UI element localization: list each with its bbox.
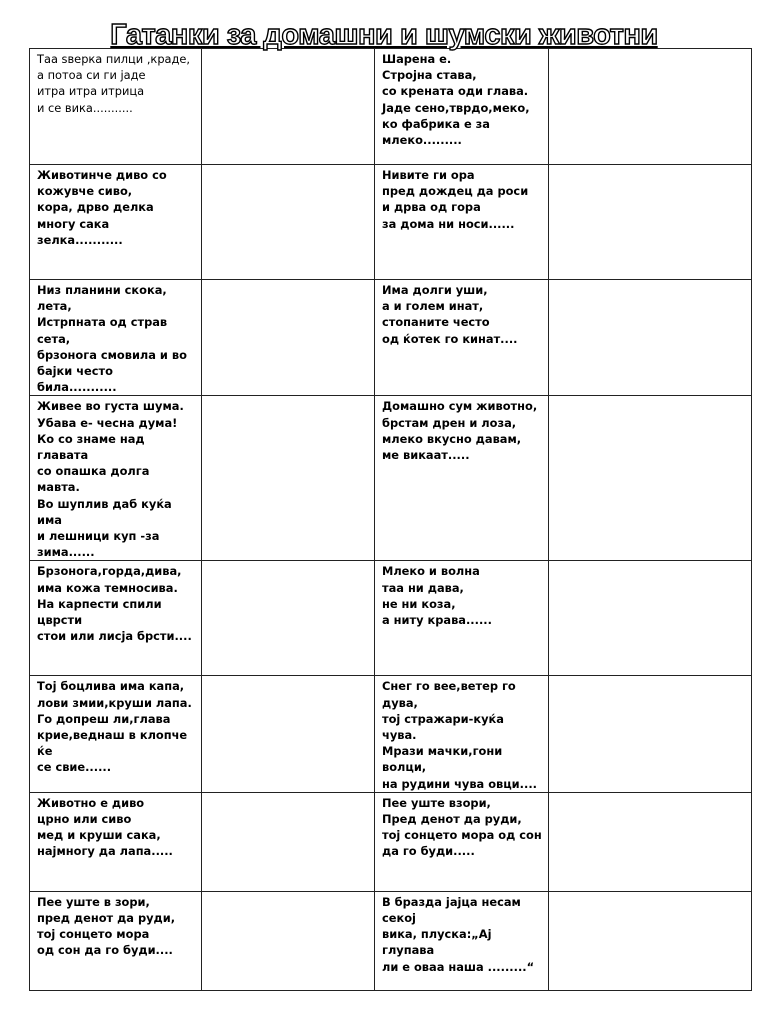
riddle-cell-right: Пее уште взори, Пред денот да руди, тој сонцето мора од сон да го буди.....	[375, 792, 549, 891]
riddle-cell-left: Животинче диво со кожувче сиво, кора, дрво делка многу сака зелка...........	[30, 165, 202, 280]
answer-cell-right[interactable]	[549, 676, 752, 792]
riddle-cell-right: Млеко и волна таа ни дава, не ни коза, а ниту крава......	[375, 561, 549, 676]
table-row	[30, 561, 752, 676]
answer-cell-left[interactable]	[202, 49, 375, 165]
riddle-cell-left: Брзонога,горда,дива, има кожа темносива. На карпести спили цврсти стои или лисја брсти....	[30, 561, 202, 676]
page-title: Гатанки за домашни и шумски животни	[110, 19, 658, 51]
answer-cell-left[interactable]	[202, 280, 375, 396]
answer-cell-left[interactable]	[202, 891, 375, 990]
answer-cell-right[interactable]	[549, 891, 752, 990]
answer-cell-left[interactable]	[202, 396, 375, 561]
answer-cell-right[interactable]	[549, 165, 752, 280]
answer-cell-right[interactable]	[549, 792, 752, 891]
answer-cell-right[interactable]	[549, 561, 752, 676]
riddle-cell-right: Нивите ги ора пред дождец да роси и дрва од гора за дома ни носи......	[375, 165, 549, 280]
riddle-cell-right: Домашно сум животно, брстам дрен и лоза, млеко вкусно давам, ме викаат.....	[375, 396, 549, 561]
answer-cell-left[interactable]	[202, 165, 375, 280]
riddle-cell-right: Има долги уши, а и голем инат, стопаните често од ќотек го кинат....	[375, 280, 549, 396]
table-row	[30, 280, 752, 396]
table-row	[30, 165, 752, 280]
answer-cell-left[interactable]	[202, 676, 375, 792]
table-row	[30, 396, 752, 561]
answer-cell-right[interactable]	[549, 280, 752, 396]
answer-cell-right[interactable]	[549, 49, 752, 165]
riddle-table	[29, 48, 752, 991]
riddle-cell-right: В бразда јајца несам секој вика, плуска:„Ај глупава ли е оваа наша .........“	[375, 891, 549, 990]
riddle-cell-right: Снег го вее,ветер го дува, тој стражари-куќа чува. Мрази мачки,гони волци, на рудини чува овци....	[375, 676, 549, 792]
table-row	[30, 891, 752, 990]
riddle-cell-right: Шарена е. Стројна става, со крената оди глава. Јаде сено,тврдо,меко, ко фабрика е за млеко.........	[375, 49, 549, 165]
riddle-cell-left: Таа sверка пилци ,краде, а потоа си ги јаде итра итра итрица и се вика...........	[30, 49, 202, 165]
answer-cell-left[interactable]	[202, 561, 375, 676]
table-row	[30, 49, 752, 165]
riddle-cell-left: Животно е диво црно или сиво мед и круши сака, најмногу да лапа.....	[30, 792, 202, 891]
riddle-cell-left: Живее во густа шума. Убава е- чесна дума! Ко со знаме над главата со опашка долга мавта. Во шуплив даб куќа има и лешници куп -за зима......	[30, 396, 202, 561]
riddle-cell-left: Низ планини скока, лета, Истрпната од страв сета, брзонога смовила и во бајки често била...........	[30, 280, 202, 396]
riddle-cell-left: Тој боцлива има капа, лови змии,круши лапа. Го допреш ли,глава крие,веднаш в клопче ќе се свие......	[30, 676, 202, 792]
answer-cell-right[interactable]	[549, 396, 752, 561]
riddle-cell-left: Пее уште в зори, пред денот да руди, тој сонцето мора од сон да го буди....	[30, 891, 202, 990]
table-row	[30, 676, 752, 792]
table-row	[30, 792, 752, 891]
answer-cell-left[interactable]	[202, 792, 375, 891]
